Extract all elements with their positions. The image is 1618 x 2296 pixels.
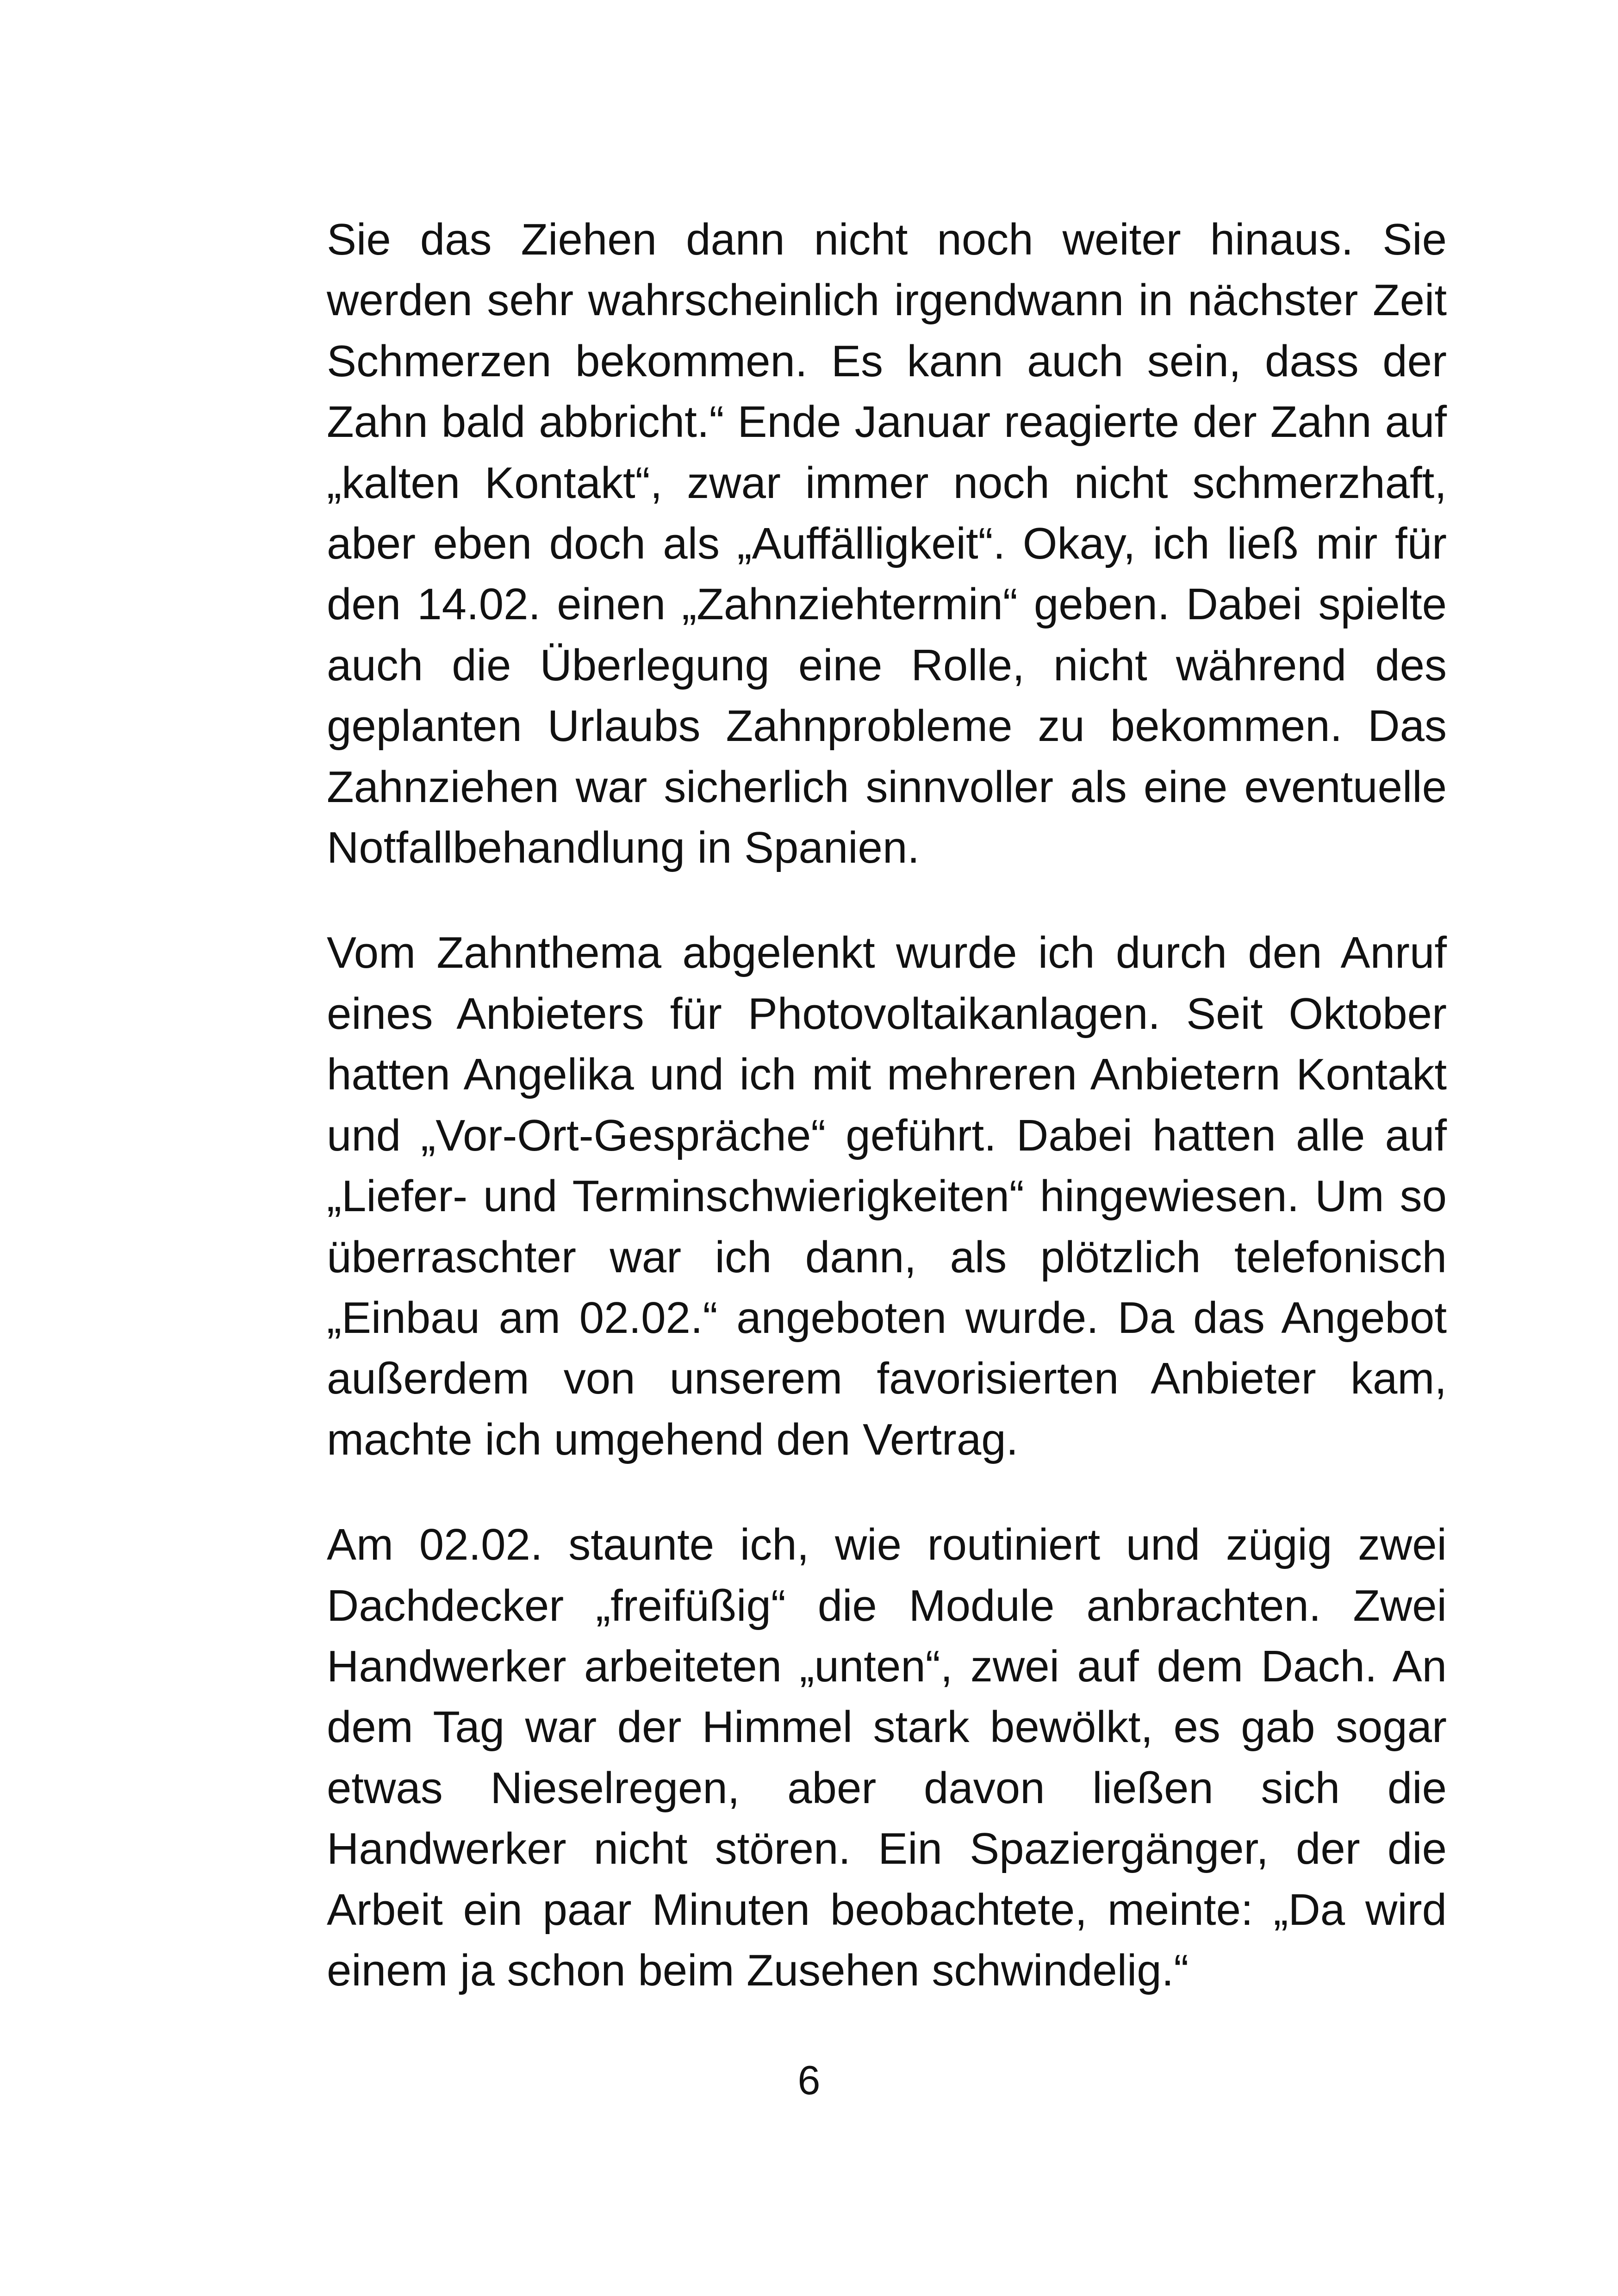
- page-number: 6: [797, 2057, 821, 2103]
- body-text: [327, 209, 1447, 2001]
- paragraph-2: Vom Zahnthema abgelenkt wurde ich durch den Anruf eines Anbieters für Photovoltaikanlagen. Seit Oktober hatten Angelika und ich mit mehreren Anbietern Kontakt und „Vor-Ort-Gespräche“ geführt. Dabei hatten alle auf „Liefer- und Terminschwierigkeiten“ hingewiesen. Um so überraschter war ich dann, als plötzlich telefonisch „Einbau am 02.02.“ angeboten wurde. Da das Angebot außerdem von unserem favorisierten Anbieter kam, machte ich umgehend den Vertrag.: [327, 928, 1447, 1464]
- paragraph-3: Am 02.02. staunte ich, wie routiniert und zügig zwei Dachdecker „freifüßig“ die Module anbrachten. Zwei Handwerker arbeiteten „unten“, zwei auf dem Dach. An dem Tag war der Himmel stark bewölkt, es gab sogar etwas Nieselregen, aber davon ließen sich die Handwerker nicht stören. Ein Spaziergänger, der die Arbeit ein paar Minuten beobachtete, meinte: „Da wird einem ja schon beim Zusehen schwindelig.“: [327, 1520, 1447, 1995]
- paragraph-1: Sie das Ziehen dann nicht noch weiter hinaus. Sie werden sehr wahrscheinlich irgendwann in nächster Zeit Schmerzen bekommen. Es kann auch sein, dass der Zahn bald abbricht.“ Ende Januar reagierte der Zahn auf „kalten Kontakt“, zwar immer noch nicht schmerzhaft, aber eben doch als „Auffälligkeit“. Okay, ich ließ mir für den 14.02. einen „Zahnziehtermin“ geben. Dabei spielte auch die Überlegung eine Rolle, nicht während des geplanten Urlaubs Zahnprobleme zu bekommen. Das Zahnziehen war sicherlich sinnvoller als eine eventuelle Notfallbehandlung in Spanien.: [327, 215, 1447, 873]
